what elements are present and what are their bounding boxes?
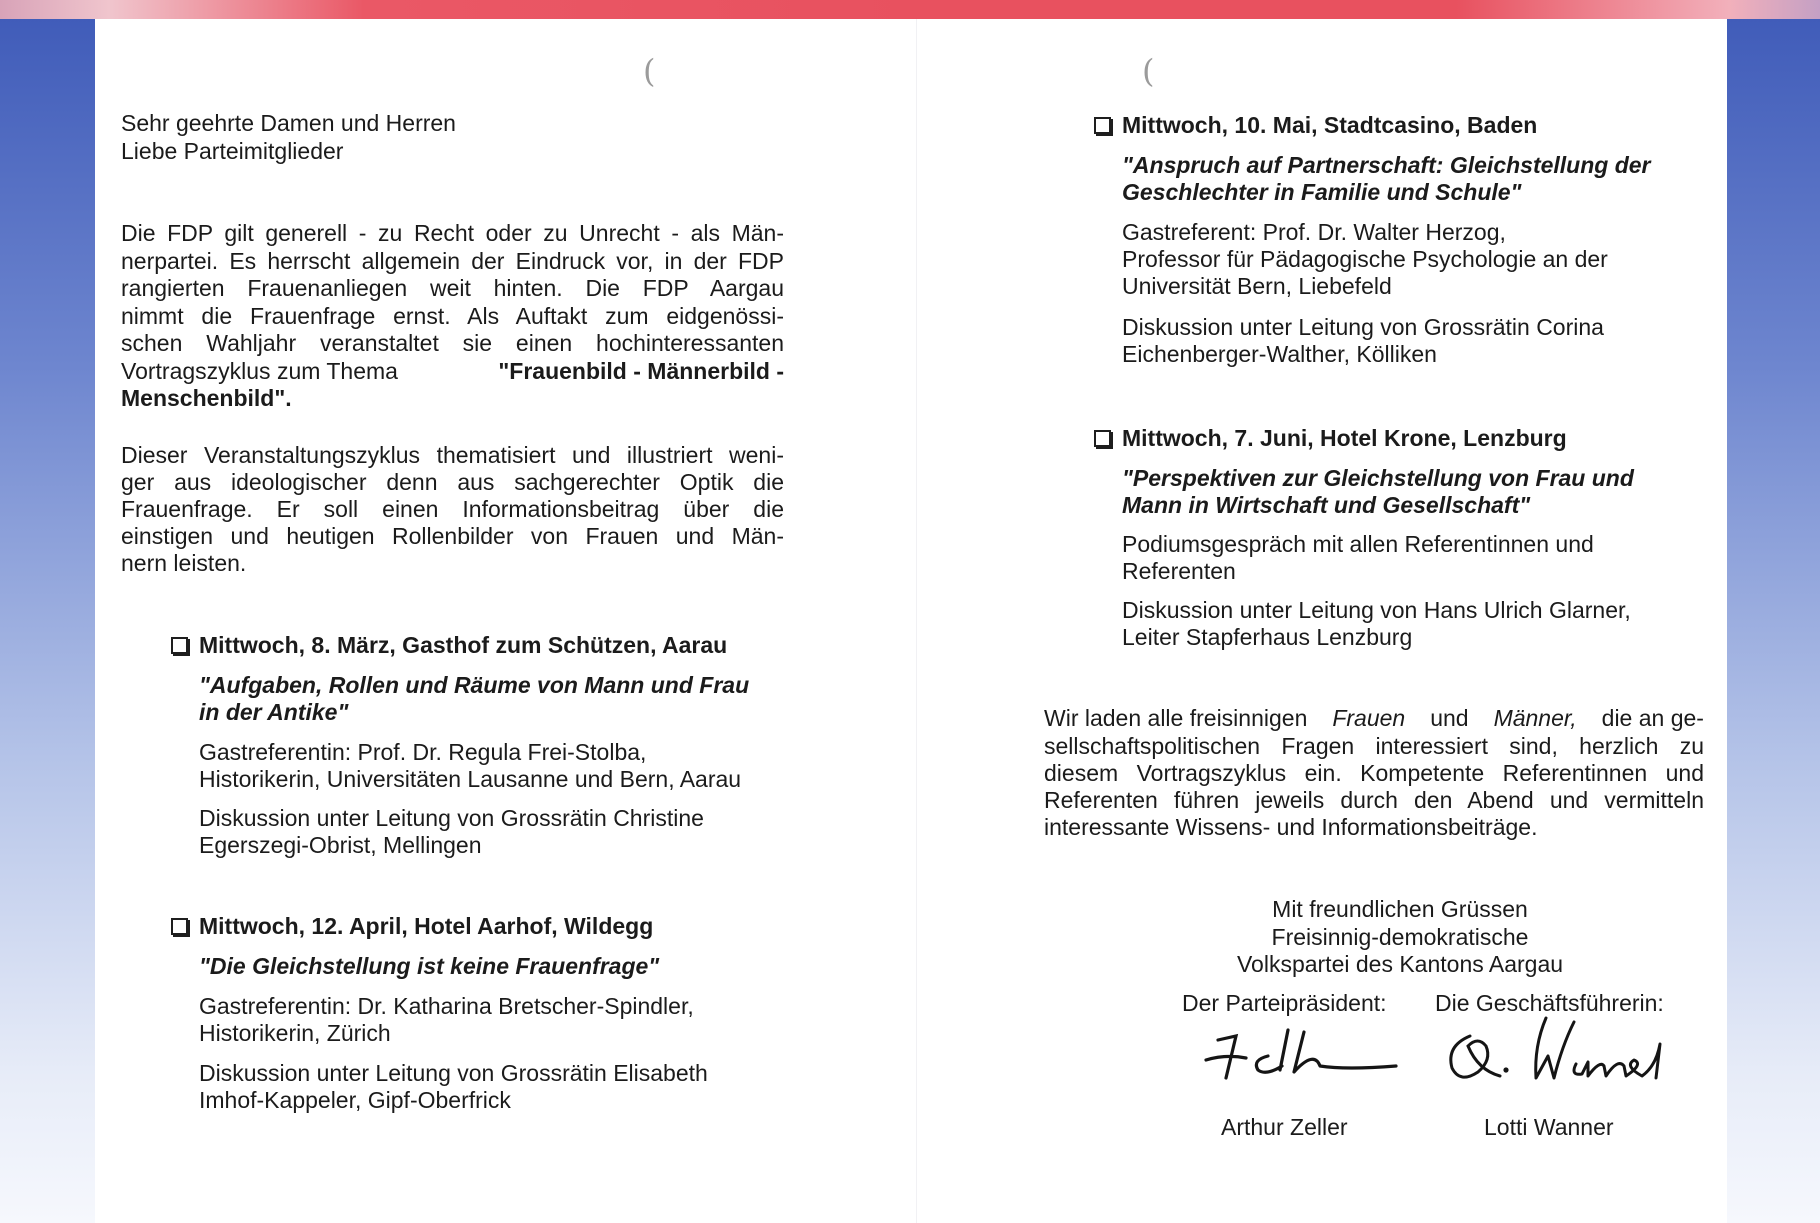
event-4-title-2: Mann in Wirtschaft und Gesellschaft" xyxy=(1122,492,1531,518)
event-3-speaker-1: Gastreferent: Prof. Dr. Walter Herzog, xyxy=(1122,219,1506,245)
event-2-discussion-2: Imhof-Kappeler, Gipf-Oberfrick xyxy=(199,1087,511,1113)
event-1-title-2: in der Antike" xyxy=(199,699,349,725)
event-1-discussion-1: Diskussion unter Leitung von Grossrätin Christine xyxy=(199,805,704,831)
greeting-line-2: Liebe Parteimitglieder xyxy=(121,138,344,164)
invitation-und: und xyxy=(1430,705,1469,731)
event-3-speaker-2: Professor für Pädagogische Psychologie an der xyxy=(1122,246,1608,272)
invitation-line-3: diesem Vortragszyklus ein. Kompetente Referentinnen und xyxy=(1044,760,1704,786)
intro-line-5: schen Wahljahr veranstaltet sie einen hochinteressanten xyxy=(121,330,784,356)
event-3-speaker-3: Universität Bern, Liebefeld xyxy=(1122,273,1392,299)
closing-party-1: Freisinnig-demokratische xyxy=(1271,924,1529,950)
event-1-heading: Mittwoch, 8. März, Gasthof zum Schützen, Aarau xyxy=(199,632,728,658)
event-2-speaker-1: Gastreferentin: Dr. Katharina Bretscher-Spindler, xyxy=(199,993,694,1019)
intro-line-1: Die FDP gilt generell - zu Recht oder zu Unrecht - als Män- xyxy=(121,220,784,246)
event-4-speaker-1: Podiumsgespräch mit allen Referentinnen und xyxy=(1122,531,1594,557)
event-2-title-1: "Die Gleichstellung ist keine Frauenfrage" xyxy=(199,953,660,979)
invitation-frauen: Frauen xyxy=(1332,705,1406,731)
event-4-discussion-1: Diskussion unter Leitung von Hans Ulrich Glarner, xyxy=(1122,597,1631,623)
greeting-line-1: Sehr geehrte Damen und Herren xyxy=(121,110,456,136)
event-1-discussion-2: Egerszegi-Obrist, Mellingen xyxy=(199,832,482,858)
signatory-name-2: Lotti Wanner xyxy=(1484,1114,1614,1140)
invitation-line-1-pre: Wir laden alle freisinnigen xyxy=(1044,705,1308,731)
invitation-maenner: Männer, xyxy=(1493,705,1577,731)
page-fold xyxy=(916,19,917,1223)
left-blue-border xyxy=(0,0,95,1223)
role-party-president: Der Parteipräsident: xyxy=(1182,990,1387,1016)
event-2-discussion-1: Diskussion unter Leitung von Grossrätin Elisabeth xyxy=(199,1060,708,1086)
role-managing-director: Die Geschäftsführerin: xyxy=(1435,990,1664,1016)
event-4-title-1: "Perspektiven zur Gleichstellung von Frau und xyxy=(1122,465,1634,491)
intro-line-4: nimmt die Frauenfrage ernst. Als Auftakt zum eidgenössi- xyxy=(121,303,784,329)
intro-theme-bold-end: Menschenbild". xyxy=(121,385,292,411)
event-1-speaker-2: Historikerin, Universitäten Lausanne und Bern, Aarau xyxy=(199,766,742,792)
intro-line-6-text: Vortragszyklus zum Thema xyxy=(121,358,398,384)
intro-theme-bold: "Frauenbild - Männerbild - xyxy=(498,358,784,384)
invitation-line-1 xyxy=(1044,705,1704,733)
intro2-line-5: nern leisten. xyxy=(121,550,247,576)
punch-mark-left: ( xyxy=(643,52,656,90)
invitation-line-1-post: die an ge- xyxy=(1601,705,1704,731)
signature-lotti-wanner xyxy=(1438,1006,1698,1106)
event-3-discussion-1: Diskussion unter Leitung von Grossrätin Corina xyxy=(1122,314,1604,340)
event-1-speaker-1: Gastreferentin: Prof. Dr. Regula Frei-Stolba, xyxy=(199,739,647,765)
event-4-heading: Mittwoch, 7. Juni, Hotel Krone, Lenzburg xyxy=(1122,425,1567,451)
intro2-line-1: Dieser Veranstaltungszyklus thematisiert und illustriert weni- xyxy=(121,442,784,468)
event-4-discussion-2: Leiter Stapferhaus Lenzburg xyxy=(1122,624,1413,650)
event-1-title-1: "Aufgaben, Rollen und Räume von Mann und Frau xyxy=(199,672,750,698)
event-1-checkbox xyxy=(171,637,188,654)
signatory-name-1: Arthur Zeller xyxy=(1221,1114,1348,1140)
event-3-title-2: Geschlechter in Familie und Schule" xyxy=(1122,179,1522,205)
intro-line-6 xyxy=(121,358,784,386)
event-2-speaker-2: Historikerin, Zürich xyxy=(199,1020,391,1046)
closing-regards: Mit freundlichen Grüssen xyxy=(1272,896,1528,922)
intro2-line-3: Frauenfrage. Er soll einen Informationsbeitrag über die xyxy=(121,496,784,522)
signature-arthur-zeller xyxy=(1196,1016,1406,1096)
event-3-checkbox xyxy=(1094,117,1111,134)
event-3-discussion-2: Eichenberger-Walther, Kölliken xyxy=(1122,341,1437,367)
punch-mark-right: ( xyxy=(1142,52,1155,90)
event-3-heading: Mittwoch, 10. Mai, Stadtcasino, Baden xyxy=(1122,112,1538,138)
event-4-speaker-2: Referenten xyxy=(1122,558,1236,584)
invitation-line-5: interessante Wissens- und Informationsbeiträge. xyxy=(1044,814,1538,840)
invitation-line-4: Referenten führen jeweils durch den Abend und vermitteln xyxy=(1044,787,1704,813)
top-red-band xyxy=(0,0,1820,19)
event-3-title-1: "Anspruch auf Partnerschaft: Gleichstellung der xyxy=(1122,152,1651,178)
intro-line-3: rangierten Frauenanliegen weit hinten. Die FDP Aargau xyxy=(121,275,784,301)
intro-line-2: nerpartei. Es herrscht allgemein der Eindruck vor, in der FDP xyxy=(121,248,784,274)
intro2-line-4: einstigen und heutigen Rollenbilder von Frauen und Män- xyxy=(121,523,784,549)
right-blue-border xyxy=(1727,0,1820,1223)
event-4-checkbox xyxy=(1094,430,1111,447)
event-2-checkbox xyxy=(171,918,188,935)
event-2-heading: Mittwoch, 12. April, Hotel Aarhof, Wildegg xyxy=(199,913,654,939)
intro2-line-2: ger aus ideologischer denn aus sachgerechter Optik die xyxy=(121,469,784,495)
invitation-line-2: sellschaftspolitischen Fragen interessiert sind, herzlich zu xyxy=(1044,733,1704,759)
closing-party-2: Volkspartei des Kantons Aargau xyxy=(1236,951,1564,977)
